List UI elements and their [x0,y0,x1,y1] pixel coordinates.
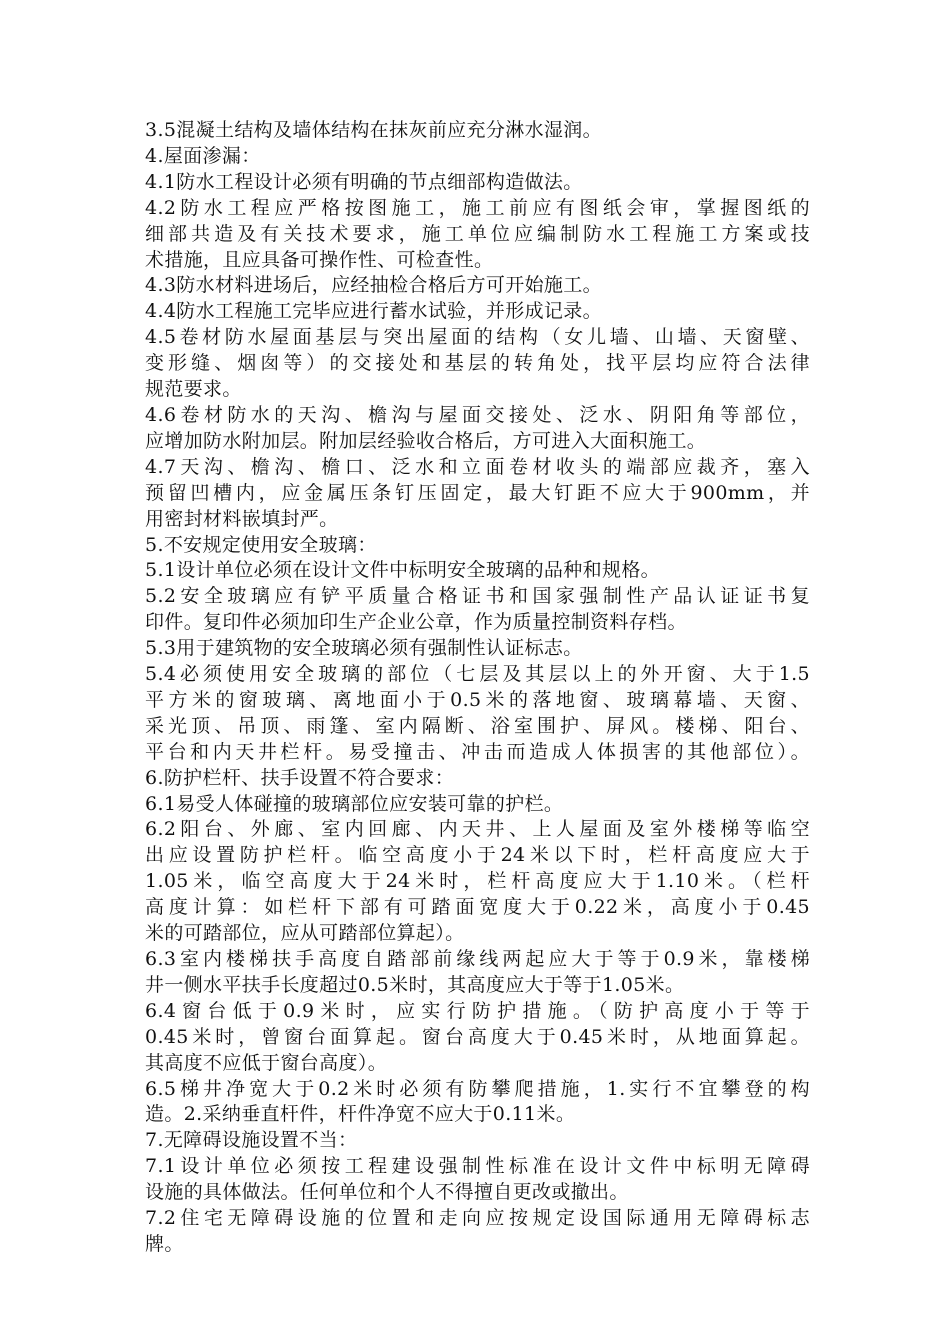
text-line: 6.3室内楼梯扶手高度自踏部前缘线两起应大于等于0.9米，靠楼梯 [145,948,810,970]
text-line: 4.1防水工程设计必须有明确的节点细部构造做法。 [145,170,583,193]
section-heading: 6.防护栏杆、扶手设置不符合要求： [145,766,455,789]
text-line: 7.2住宅无障碍设施的位置和走向应按规定设国际通用无障碍标志 [145,1207,810,1230]
text-line: 设施的具体做法。任何单位和个人不得擅自更改或撤出。 [145,1181,629,1204]
text-line: 预留凹槽内，应金属压条钉压固定，最大钉距不应大于900mm，并 [145,481,810,504]
text-line: 变形缝、烟囱等）的交接处和基层的转角处，找平层均应符合法律 [145,352,810,375]
text-line: 5.3用于建筑物的安全玻璃必须有强制性认证标志。 [145,637,583,660]
text-line: 0.45米时，曾窗台面算起。窗台高度大于0.45米时，从地面算起。 [145,1025,810,1048]
text-line: 米的可踏部位，应从可踏部位算起）。 [145,922,465,945]
text-line: 应增加防水附加层。附加层经验收合格后，方可进入大面积施工。 [145,429,707,452]
text-line: 平方米的窗玻璃、离地面小于0.5米的落地窗、玻璃幕墙、天窗、 [145,688,810,711]
text-line: 用密封材料嵌填封严。 [145,507,339,530]
text-line: 高度计算：如栏杆下部有可踏面宽度大于0.22米，高度小于0.45 [145,896,810,919]
text-line: 6.1易受人体碰撞的玻璃部位应安装可靠的护栏。 [145,792,564,815]
text-line: 7.1设计单位必须按工程建设强制性标准在设计文件中标明无障碍 [145,1155,810,1178]
text-line: 6.4窗台低于0.9米时，应实行防护措施。（防护高度小于等于 [145,999,810,1022]
text-line: 6.5梯井净宽大于0.2米时必须有防攀爬措施，1.实行不宜攀登的构 [145,1077,810,1100]
section-heading: 5.不安规定使用安全玻璃： [145,533,377,556]
text-line: 牌。 [145,1232,184,1255]
text-line: 4.7天沟、檐沟、檐口、泛水和立面卷材收头的端部应裁齐，塞入 [145,455,810,478]
text-line: 5.4必须使用安全玻璃的部位（七层及其层以上的外开窗、大于1.5 [145,663,810,686]
text-line: 4.5卷材防水屋面基层与突出屋面的结构（女儿墙、山墙、天窗壁、 [145,326,810,349]
text-line: 规范要求。 [145,378,242,401]
text-line: 其高度不应低于窗台高度）。 [145,1051,388,1074]
section-heading: 4.屋面渗漏： [145,144,261,167]
text-line: 1.05米，临空高度大于24米时，栏杆高度应大于1.10米。（栏杆 [145,870,810,893]
text-line: 造。2.采纳垂直杆件，杆件净宽不应大于0.11米。 [145,1103,576,1126]
text-line: 采光顶、吊顶、雨篷、室内隔断、浴室围护、屏风。楼梯、阳台、 [145,714,810,737]
text-line: 4.6卷材防水的天沟、檐沟与屋面交接处、泛水、阴阳角等部位， [145,403,810,426]
text-line: 井一侧水平扶手长度超过0.5米时，其高度应大于等于1.05米。 [145,973,685,996]
text-line: 4.3防水材料进场后，应经抽检合格后方可开始施工。 [145,274,602,297]
text-line: 5.2安全玻璃应有铲平质量合格证书和国家强制性产品认证证书复 [145,585,810,608]
text-line: 出应设置防护栏杆。临空高度小于24米以下时，栏杆高度应大于 [145,844,810,867]
text-line: 6.2阳台、外廊、室内回廊、内天井、上人屋面及室外楼梯等临空 [145,818,810,841]
text-line: 4.2防水工程应严格按图施工，施工前应有图纸会审，掌握图纸的 [145,196,810,219]
text-line: 细部共造及有关技术要求，施工单位应编制防水工程施工方案或技 [145,222,810,245]
text-line: 印件。复印件必须加印生产企业公章，作为质量控制资料存档。 [145,611,687,634]
text-line: 4.4防水工程施工完毕应进行蓄水试验，并形成记录。 [145,300,602,323]
text-line: 术措施，且应具备可操作性、可检查性。 [145,248,494,271]
section-heading: 7.无障碍设施设置不当： [145,1129,358,1152]
text-line: 3.5混凝土结构及墙体结构在抹灰前应充分淋水湿润。 [145,119,602,141]
text-line: 5.1设计单位必须在设计文件中标明安全玻璃的品种和规格。 [145,559,661,582]
text-line: 平台和内天井栏杆。易受撞击、冲击而造成人体损害的其他部位）。 [145,740,810,763]
document-body [145,118,810,1258]
